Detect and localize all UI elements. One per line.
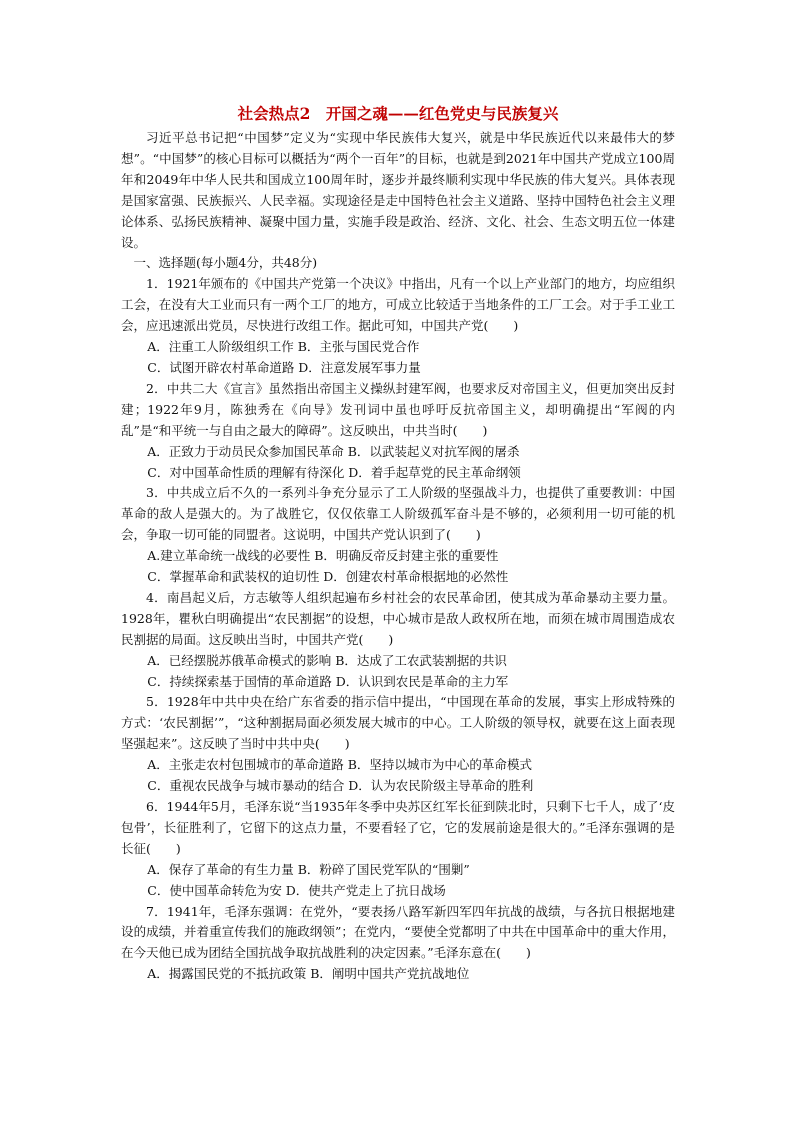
question-stem: 5．1928年中共中央在给广东省委的指示信中提出，“中国现在革命的发展，事实上形成特殊的方式：‘农民割据’”，“这种割据局面必须发展大城市的中心。工人阶级的领导权，就要在这上面表现坚强起来”。这反映了当时中共中央( ) [121, 694, 675, 752]
options-cd: C．对中国革命性质的理解有待深化 D．着手起草党的民主革命纲领 [147, 464, 521, 480]
question-3 [121, 483, 675, 588]
question-stem: 4．南昌起义后，方志敏等人组织起遍布乡村社会的农民革命团，使其成为革命暴动主要力量。1928年，瞿秋白明确提出“农民割据”的设想，中心城市是敌人政权所在地，而须在城市周围造成农民割据的局面。这反映出当时，中国共产党( ) [121, 589, 675, 647]
options-ab: A．正致力于动员民众参加国民革命 B．以武装起义对抗军阀的屠杀 [147, 443, 520, 459]
options-ab: A．主张走农村包围城市的革命道路 B．坚持以城市为中心的革命模式 [147, 757, 532, 773]
options-ab: A.建立革命统一战线的必要性 B．明确反帝反封建主张的重要性 [147, 548, 499, 564]
question-stem: 3．中共成立后不久的一系列斗争充分显示了工人阶级的坚强战斗力，也提供了重要教训：中国革命的敌人是强大的。为了战胜它，仅仅依靠工人阶级孤军奋斗是不够的，必须利用一切可能的机会，争取一切可能的同盟者。这说明，中国共产党认识到了( ) [121, 485, 675, 543]
intro-paragraph: 习近平总书记把“中国梦”定义为“实现中华民族伟大复兴，就是中华民族近代以来最伟大的梦想”。“中国梦”的核心目标可以概括为“两个一百年”的目标，也就是到2021年中国共产党成立100周年和2049年中华人民共和国成立100周年时，逐步并最终顺利实现中华民族的伟大复兴。具体表现是国家富强、民族振兴、人民幸福。实现途径是走中国特色社会主义道路、坚持中国特色社会主义理论体系、弘扬民族精神、凝聚中国力量，实施手段是政治、经济、文化、社会、生态文明五位一体建设。 [121, 130, 675, 250]
question-1 [121, 274, 675, 379]
question-stem: 7．1941年，毛泽东强调：在党外，“要表扬八路军新四军四年抗战的战绩，与各抗日根据地建设的成绩，并着重宣传我们的施政纲领”；在党内，“要使全党都明了中共在中国革命中的重大作用，在今天他已成为团结全国抗战争取抗战胜利的决定因素。”毛泽东意在( ) [121, 903, 675, 961]
section-heading: 一、选择题(每小题4分，共48分) [133, 255, 318, 271]
options-ab: A．已经摆脱苏俄革命模式的影响 B．达成了工农武装割据的共识 [147, 652, 507, 668]
question-stem: 1．1921年颁布的《中国共产党第一个决议》中指出，凡有一个以上产业部门的地方，均应组织工会，在没有大工业而只有一两个工厂的地方，可成立比较适于当地条件的工厂工会。对于手工业工会，应迅速派出党员，尽快进行改组工作。据此可知，中国共产党( ) [121, 276, 675, 334]
options-cd: C．重视农民战争与城市暴动的结合 D．认为农民阶级主导革命的胜利 [147, 778, 534, 794]
options-ab: A．保存了革命的有生力量 B．粉碎了国民党军队的“围剿” [147, 861, 470, 877]
question-4 [121, 588, 675, 693]
question-6 [121, 797, 675, 902]
options-cd: C．持续探索基于国情的革命道路 D．认识到农民是革命的主力军 [147, 673, 509, 689]
document-title: 社会热点2 开国之魂——红色党史与民族复兴 [237, 104, 559, 123]
options-cd: C．试图开辟农村革命道路 D．注意发展军事力量 [147, 359, 421, 375]
options-cd: C．使中国革命转危为安 D．使共产党走上了抗日战场 [147, 882, 446, 898]
options-ab: A．注重工人阶级组织工作 B．主张与国民党合作 [147, 339, 420, 355]
question-stem: 6．1944年5月，毛泽东说“当1935年冬季中央苏区红军长征到陕北时，只剩下七千人，成了‘皮包骨’，长征胜利了，它留下的这点力量，不要看轻了它，它的发展前途是很大的。”毛泽东强调的是长征( ) [121, 799, 675, 856]
question-stem: 2．中共二大《宣言》虽然指出帝国主义操纵封建军阀，也要求反对帝国主义，但更加突出反封建；1922年9月，陈独秀在《向导》发刊词中虽也呼吁反抗帝国主义，却明确提出“军阀的内乱”是“和平统一与自由之最大的障碍”。这反映出，中共当时( ) [121, 380, 675, 438]
options-ab: A．揭露国民党的不抵抗政策 B．阐明中国共产党抗战地位 [147, 966, 470, 982]
options-cd: C．掌握革命和武装权的迫切性 D．创建农村革命根据地的必然性 [147, 569, 509, 585]
question-5 [121, 692, 675, 797]
document-page [121, 104, 675, 985]
question-2 [121, 379, 675, 484]
question-7 [121, 902, 675, 986]
